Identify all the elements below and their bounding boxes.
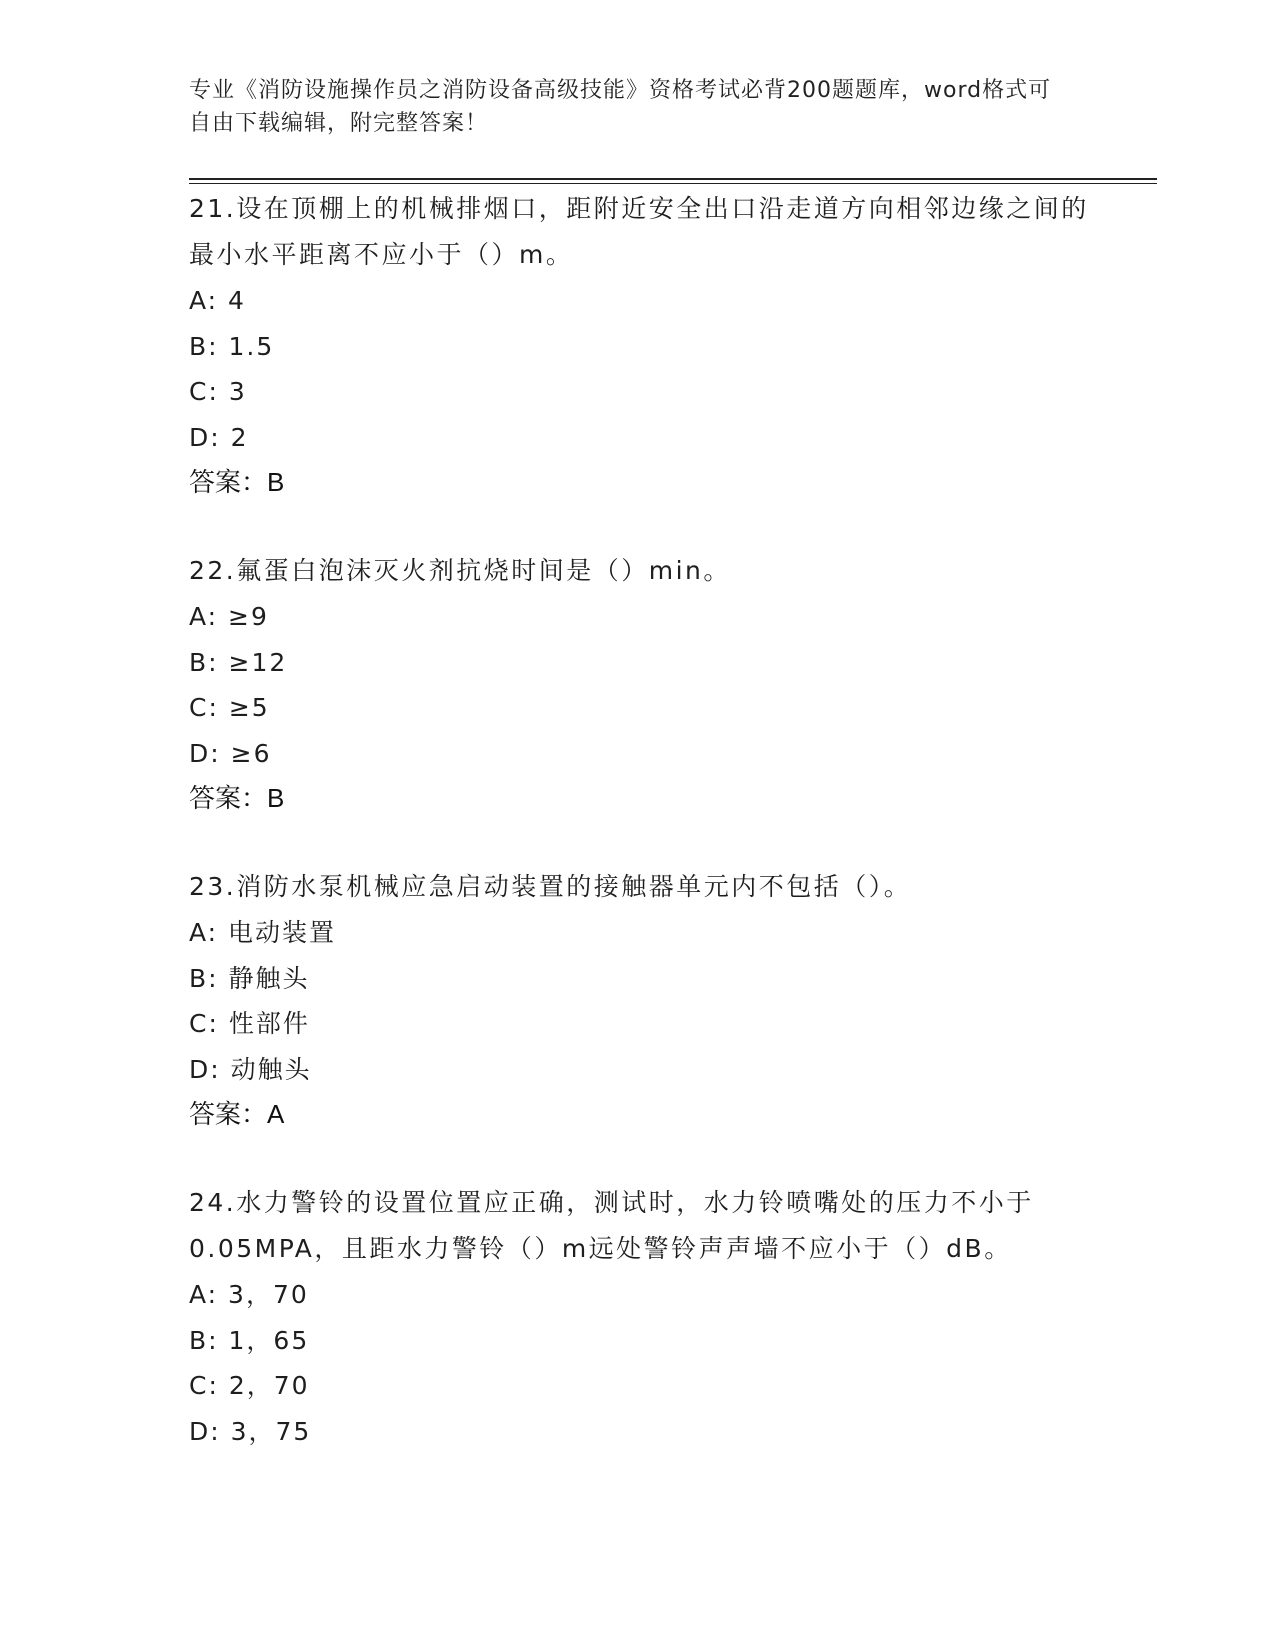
question-stem: 23.消防水泵机械应急启动装置的接触器单元内不包括（）。 <box>189 872 912 901</box>
question-spacer <box>189 821 1089 864</box>
option-c: C: 性部件 <box>189 1009 310 1038</box>
question-spacer <box>189 505 1089 548</box>
question-stem: 21.设在顶棚上的机械排烟口，距附近安全出口沿走道方向相邻边缘之间的最小水平距离不应小于（）m。 <box>189 194 1089 269</box>
header-divider-thin <box>189 183 1157 184</box>
option-d: D: 2 <box>189 422 249 452</box>
option-b: B: ≥12 <box>189 647 288 677</box>
question-list <box>189 186 1089 1454</box>
option-a: A: 4 <box>189 286 246 315</box>
header-divider <box>189 178 1157 180</box>
option-a: A: 3，70 <box>189 1280 309 1309</box>
option-b: B: 1，65 <box>189 1325 310 1355</box>
option-a: A: 电动装置 <box>189 918 337 947</box>
question-23 <box>189 864 1089 1137</box>
option-c: C: 2，70 <box>189 1371 310 1400</box>
option-c: C: ≥5 <box>189 693 270 722</box>
document-header: 专业《消防设施操作员之消防设备高级技能》资格考试必背200题题库，word格式可自由下载编辑，附完整答案！ <box>189 78 1052 136</box>
question-21 <box>189 186 1089 505</box>
question-22 <box>189 548 1089 821</box>
question-spacer <box>189 1137 1089 1180</box>
answer: 答案：B <box>189 467 285 497</box>
option-d: D: 动触头 <box>189 1054 312 1084</box>
answer: 答案：B <box>189 783 285 813</box>
question-stem: 24.水力警铃的设置位置应正确，测试时，水力铃喷嘴处的压力不小于0.05MPA，且距水力警铃（）m远处警铃声声墙不应小于（）dB。 <box>189 1188 1034 1263</box>
question-24 <box>189 1180 1089 1454</box>
option-d: D: 3，75 <box>189 1416 312 1446</box>
answer: 答案：A <box>189 1099 285 1129</box>
option-b: B: 静触头 <box>189 963 310 993</box>
option-b: B: 1.5 <box>189 331 275 361</box>
option-a: A: ≥9 <box>189 602 269 631</box>
option-d: D: ≥6 <box>189 738 272 768</box>
question-stem: 22.氟蛋白泡沫灭火剂抗烧时间是（）min。 <box>189 556 731 585</box>
option-c: C: 3 <box>189 377 247 406</box>
